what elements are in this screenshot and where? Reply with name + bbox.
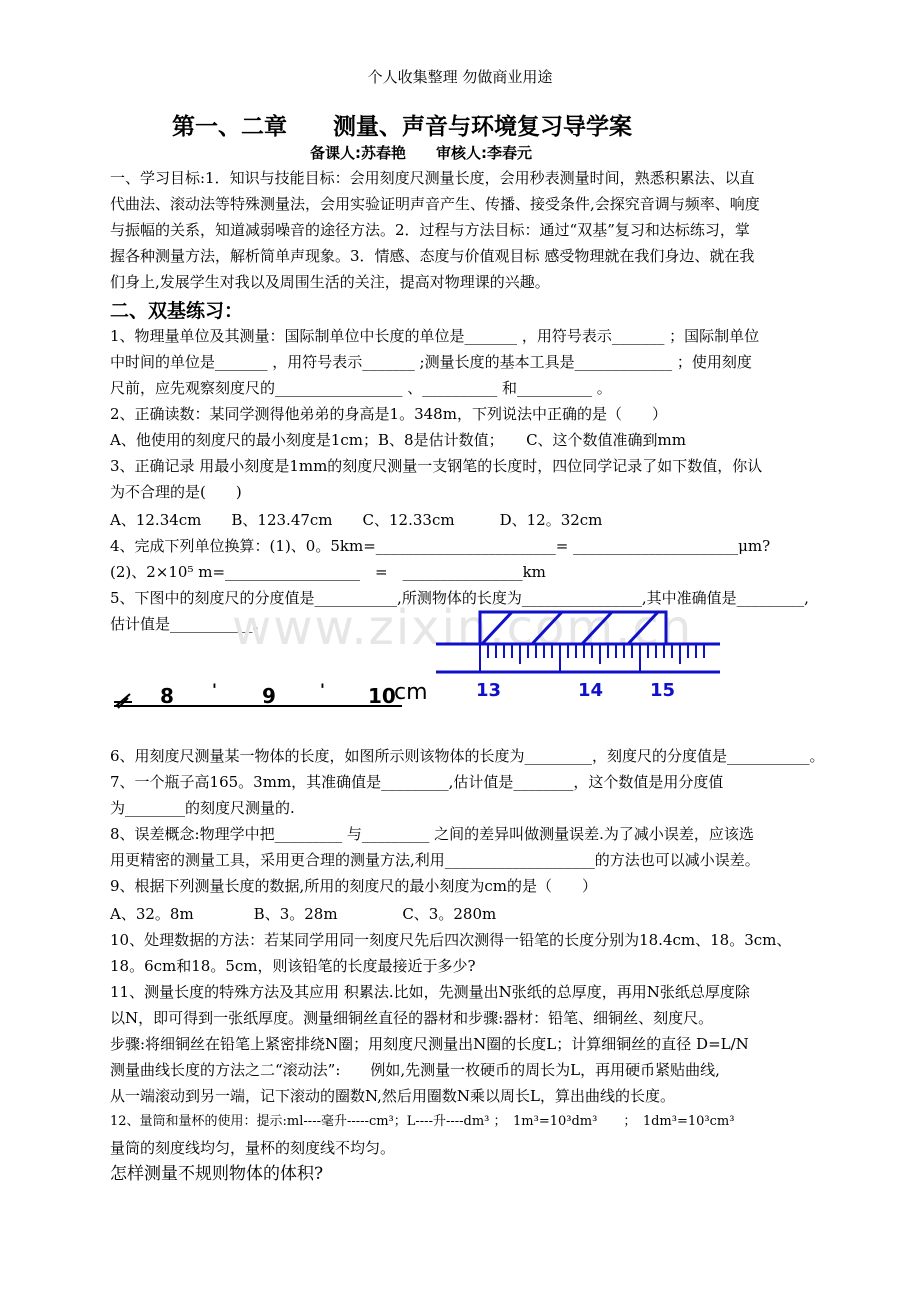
- question-line: 测量曲线长度的方法之二“滚动法”: 例如,先测量一枚硬币的周长为L，再用硬币紧贴曲线,: [110, 1061, 720, 1079]
- ruler-left-unit: cm: [394, 680, 428, 705]
- page-title: 第一、二章 测量、声音与环境复习导学案: [172, 114, 632, 140]
- question-line: 4、完成下列单位换算：(1)、0。5km=________________________= ______________________μm?: [110, 537, 771, 555]
- question-line: A、32。8m B、3。28m C、3。280m: [110, 905, 497, 923]
- ruler-left-label: ': [212, 680, 217, 699]
- ruler-right-label: 14: [578, 680, 604, 701]
- question-line: 8、误差概念:物理学中把_________ 与_________ 之间的差异叫做测量误差.为了减小误差，应该选: [110, 825, 754, 843]
- question-line: 尺前，应先观察刻度尺的_________________ 、__________ 和__________ 。: [110, 379, 612, 397]
- question-line: A、他使用的刻度尺的最小刻度是1cm；B、8是估计数值； C、这个数值准确到mm: [110, 431, 686, 449]
- question-line: 5、下图中的刻度尺的分度值是___________,所测物体的长度为________________,其中准确值是_________,: [110, 589, 809, 607]
- question-line: 以N，即可得到一张纸厚度。测量细铜丝直径的器材和步骤:器材：铅笔、细铜丝、刻度尺。: [110, 1009, 714, 1027]
- ruler-left-label: 10: [368, 684, 396, 708]
- question-line: 用更精密的测量工具，采用更合理的测量方法,利用____________________的方法也可以减小误差。: [110, 851, 760, 869]
- question-line: 7、一个瓶子高165。3mm，其准确值是_________,估计值是________，这个数值是用分度值: [110, 773, 724, 791]
- question-line: 量筒的刻度线均匀，量杯的刻度线不均匀。: [110, 1139, 396, 1157]
- question-line: 1、物理量单位及其测量：国际制单位中长度的单位是_______ ，用符号表示_______ ；国际制单位: [110, 327, 760, 345]
- question-line: 步骤:将细铜丝在铅笔上紧密排绕N圈；用刻度尺测量出N圈的长度L；计算细铜丝的直径 D=L/N: [110, 1035, 749, 1053]
- question-line: A、12.34cm B、123.47cm C、12.33cm D、12。32cm: [110, 511, 603, 529]
- question-line: 从一端滚动到另一端，记下滚动的圈数N,然后用圈数N乘以周长L，算出曲线的长度。: [110, 1087, 676, 1105]
- question-line: 估计值是___________。: [110, 615, 268, 633]
- question-line: 为________的刻度尺测量的.: [110, 799, 295, 817]
- section-heading: 二、双基练习：: [110, 300, 244, 322]
- question-line: 11、测量长度的特殊方法及其应用 积累法.比如，先测量出N张纸的总厚度，再用N张纸总厚度除: [110, 983, 750, 1001]
- watermark: www.zixin.com.cn: [232, 600, 694, 656]
- question-line: 9、根据下列测量长度的数据,所用的刻度尺的最小刻度为cm的是（ ）: [110, 877, 597, 895]
- question-line: (2)、2×10⁵ m=__________________ = ________________km: [110, 563, 546, 581]
- ruler-right-label: 15: [650, 680, 676, 701]
- objectives-line: 握各种测量方法，解析简单声现象。3．情感、态度与价值观目标 感受物理就在我们身边、就在我: [110, 247, 755, 265]
- question-line: 为不合理的是( ): [110, 483, 242, 501]
- question-line: 6、用刻度尺测量某一物体的长度，如图所示则该物体的长度为_________，刻度尺的分度值是___________。: [110, 747, 825, 765]
- ruler-right-figure: [432, 608, 722, 678]
- question-line: 12、量筒和量杯的使用：提示:ml----毫升-----cm³；L----升----dm³ ； 1m³=10³dm³ ； 1dm³=10³cm³: [110, 1114, 735, 1129]
- question-line: 2、正确读数：某同学测得他弟弟的身高是1。348m，下列说法中正确的是（ ）: [110, 405, 667, 423]
- ruler-left-label: 9: [262, 684, 276, 708]
- objectives-line: 与振幅的关系，知道减弱噪音的途径方法。2．过程与方法目标：通过“双基”复习和达标练习，掌: [110, 221, 750, 239]
- ruler-left-label: ': [320, 680, 325, 699]
- ruler-right-label: 13: [476, 680, 502, 701]
- question-line: 3、正确记录 用最小刻度是1mm的刻度尺测量一支钢笔的长度时，四位同学记录了如下数值，你认: [110, 457, 763, 475]
- ruler-left-label: 8: [160, 684, 174, 708]
- objectives-line: 们身上,发展学生对我以及周围生活的关注，提高对物理课的兴趣。: [110, 273, 550, 291]
- authors: 备课人:苏春艳 审核人:李春元: [310, 144, 532, 162]
- question-line: 中时间的单位是_______ ，用符号表示_______ ;测量长度的基本工具是_____________ ；使用刻度: [110, 353, 752, 371]
- question-line: 怎样测量不规则物体的体积?: [110, 1164, 324, 1184]
- objectives-line: 一、学习目标:1．知识与技能目标：会用刻度尺测量长度，会用秒表测量时间，熟悉积累法、以直: [110, 169, 755, 187]
- question-line: 18。6cm和18。5cm，则该铅笔的长度最接近于多少?: [110, 957, 476, 975]
- page-header: 个人收集整理 勿做商业用途: [367, 68, 553, 86]
- question-line: 10、处理数据的方法：若某同学用同一刻度尺先后四次测得一铅笔的长度分别为18.4cm、18。3cm、: [110, 931, 792, 949]
- objectives-line: 代曲法、滚动法等特殊测量法，会用实验证明声音产生、传播、接受条件,会探究音调与频率、响度: [110, 195, 760, 213]
